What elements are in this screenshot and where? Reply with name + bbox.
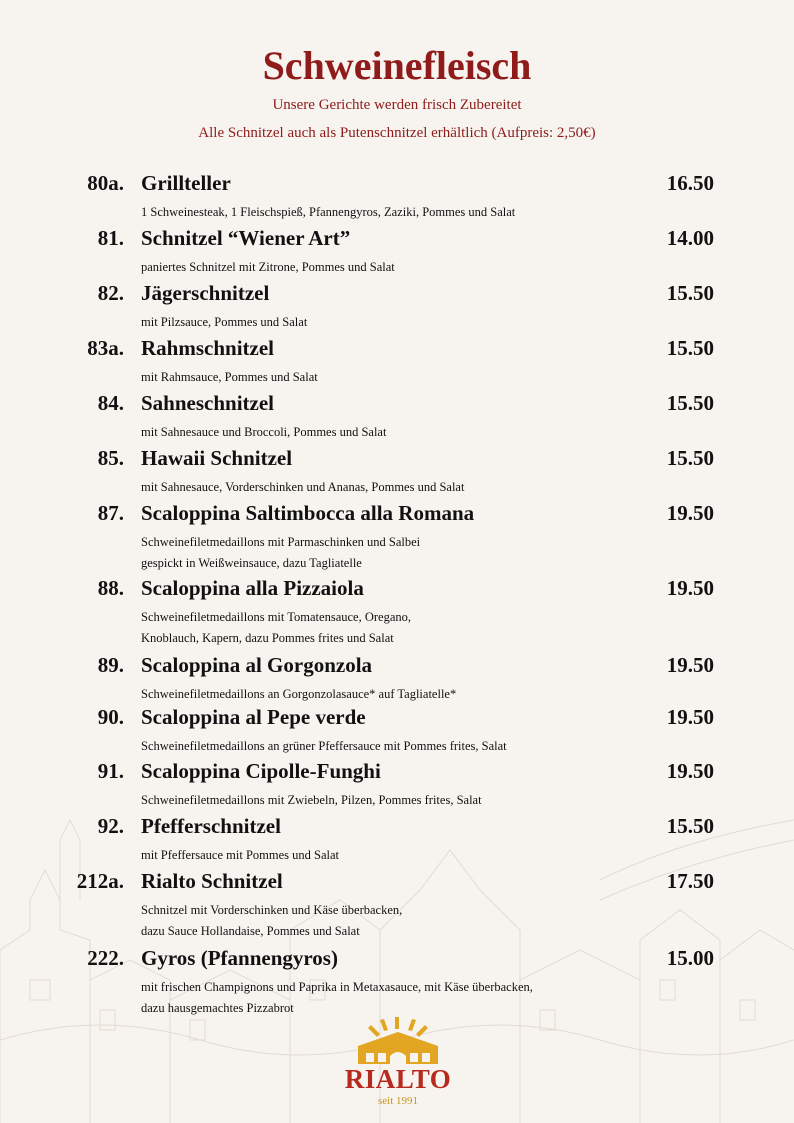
item-description-line: Knoblauch, Kapern, dazu Pommes frites und Salat	[141, 631, 394, 645]
item-name: Scaloppina Cipolle-Funghi	[141, 759, 381, 783]
item-name: Pfefferschnitzel	[141, 814, 281, 838]
item-description	[141, 477, 464, 498]
item-number: 85.	[97, 446, 124, 470]
item-description-line: mit Pilzsauce, Pommes und Salat	[141, 315, 308, 329]
item-number: 88.	[97, 576, 124, 600]
item-price: 15.50	[666, 446, 714, 470]
menu-header	[0, 42, 794, 144]
logo-word: RIALTO	[344, 1064, 452, 1094]
item-description	[141, 532, 420, 574]
item-description	[141, 790, 482, 811]
item-number: 89.	[97, 653, 124, 677]
item-number: 222.	[87, 946, 124, 970]
item-description	[141, 977, 533, 1019]
item-description-line: Schnitzel mit Vorderschinken und Käse überbacken,	[141, 903, 403, 917]
page-title: Schweinefleisch	[262, 43, 532, 88]
item-description	[141, 202, 515, 223]
item-number: 80a.	[87, 171, 124, 195]
item-name: Schnitzel “Wiener Art”	[141, 226, 351, 250]
item-number: 83a.	[87, 336, 124, 360]
item-description	[141, 845, 339, 866]
item-description-line: mit Rahmsauce, Pommes und Salat	[141, 370, 318, 384]
item-price: 19.50	[666, 576, 714, 600]
item-description-line: paniertes Schnitzel mit Zitrone, Pommes und Salat	[141, 260, 395, 274]
rialto-logo	[336, 1014, 460, 1114]
item-name: Jägerschnitzel	[141, 281, 270, 305]
item-description	[141, 736, 507, 757]
item-number: 91.	[97, 759, 124, 783]
item-name: Scaloppina al Pepe verde	[141, 705, 366, 729]
item-description	[141, 607, 411, 649]
item-name: Scaloppina alla Pizzaiola	[141, 576, 364, 600]
item-number: 92.	[97, 814, 124, 838]
item-description-line: mit Pfeffersauce mit Pommes und Salat	[141, 848, 339, 862]
item-price: 16.50	[666, 171, 714, 195]
item-price: 15.50	[666, 336, 714, 360]
item-description-line: dazu Sauce Hollandaise, Pommes und Salat	[141, 924, 360, 938]
item-price: 19.50	[666, 501, 714, 525]
item-description	[141, 312, 307, 333]
item-description	[141, 367, 318, 388]
page-subtitle: Unsere Gerichte werden frisch Zubereitet	[272, 97, 522, 113]
item-name: Rialto Schnitzel	[141, 869, 283, 893]
item-description	[141, 684, 456, 705]
item-description-line: dazu hausgemachtes Pizzabrot	[141, 1001, 294, 1015]
item-number: 81.	[97, 226, 124, 250]
item-description-line: mit frischen Champignons und Paprika in Metaxasauce, mit Käse überbacken,	[141, 980, 533, 994]
item-description	[141, 900, 402, 942]
item-name: Scaloppina Saltimbocca alla Romana	[141, 501, 475, 525]
item-number: 82.	[97, 281, 124, 305]
item-description-line: Schweinefiletmedaillons an Gorgonzolasauce* auf Tagliatelle*	[141, 687, 457, 701]
item-price: 15.00	[666, 946, 714, 970]
item-description-line: Schweinefiletmedaillons mit Zwiebeln, Pilzen, Pommes frites, Salat	[141, 793, 482, 807]
item-name: Gyros (Pfannengyros)	[141, 946, 338, 970]
item-price: 14.00	[666, 226, 714, 250]
item-name: Rahmschnitzel	[141, 336, 274, 360]
item-number: 87.	[97, 501, 124, 525]
item-description-line: mit Sahnesauce und Broccoli, Pommes und Salat	[141, 425, 387, 439]
item-description	[141, 422, 386, 443]
page-note: Alle Schnitzel auch als Putenschnitzel erhältlich (Aufpreis: 2,50€)	[198, 125, 596, 141]
item-name: Sahneschnitzel	[141, 391, 275, 415]
item-price: 15.50	[666, 281, 714, 305]
logo-since: seit 1991	[377, 1095, 419, 1107]
item-name: Scaloppina al Gorgonzola	[141, 653, 373, 677]
item-description-line: Schweinefiletmedaillons mit Tomatensauce, Oregano,	[141, 610, 411, 624]
item-price: 15.50	[666, 391, 714, 415]
item-price: 15.50	[666, 814, 714, 838]
item-description-line: 1 Schweinesteak, 1 Fleischspieß, Pfannengyros, Zaziki, Pommes und Salat	[141, 205, 516, 219]
bridge-sun-icon	[336, 1014, 460, 1068]
item-description-line: gespickt in Weißweinsauce, dazu Tagliatelle	[141, 556, 362, 570]
item-price: 19.50	[666, 653, 714, 677]
item-number: 90.	[97, 705, 124, 729]
item-price: 19.50	[666, 705, 714, 729]
item-price: 19.50	[666, 759, 714, 783]
item-number: 84.	[97, 391, 124, 415]
item-description-line: mit Sahnesauce, Vorderschinken und Ananas, Pommes und Salat	[141, 480, 465, 494]
item-name: Grillteller	[141, 171, 231, 195]
item-description	[141, 257, 395, 278]
item-description-line: Schweinefiletmedaillons mit Parmaschinken und Salbei	[141, 535, 421, 549]
item-name: Hawaii Schnitzel	[141, 446, 293, 470]
item-number: 212a.	[76, 869, 124, 893]
item-description-line: Schweinefiletmedaillons an grüner Pfeffersauce mit Pommes frites, Salat	[141, 739, 507, 753]
item-price: 17.50	[666, 869, 714, 893]
